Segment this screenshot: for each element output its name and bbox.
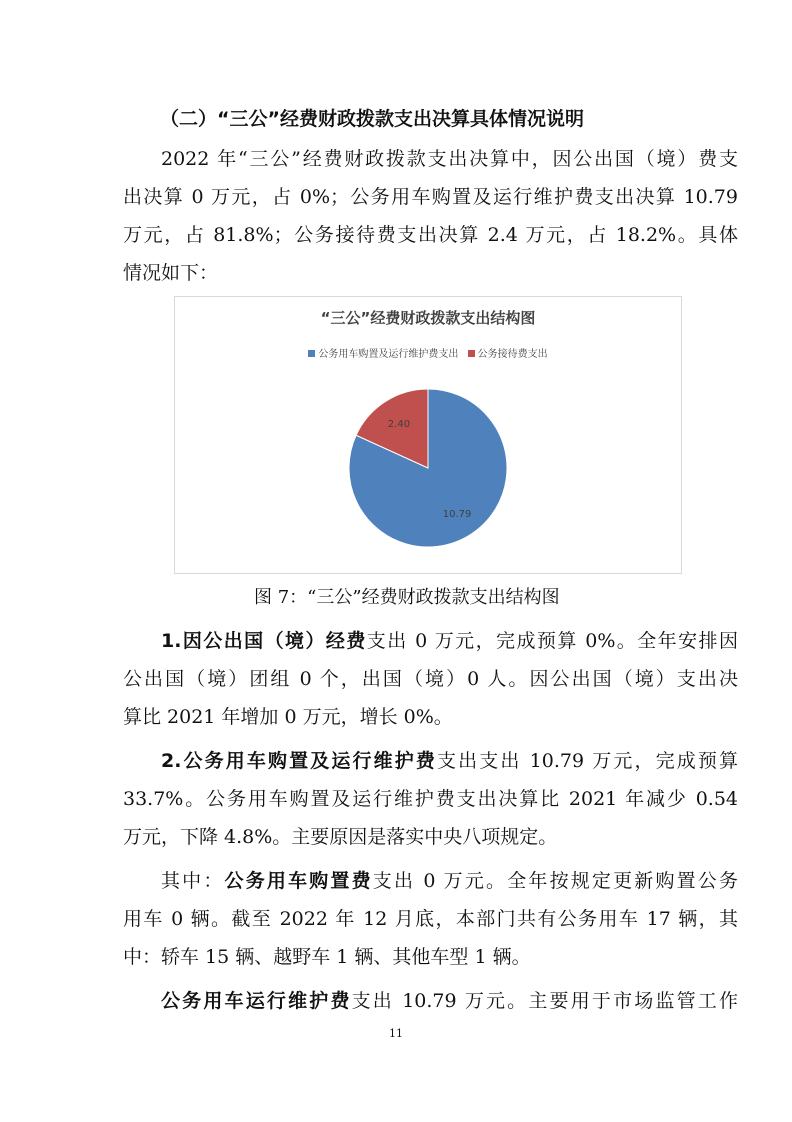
section-3-title: 公务用车购置费 <box>224 870 373 892</box>
section-1-text: 支出 0 万元，完成预算 0%。全年安排因 <box>366 630 738 652</box>
section-3-line: 中：轿车 15 辆、越野车 1 辆、其他车型 1 辆。 <box>123 946 531 968</box>
figure-caption: 图 7：“三公”经费财政拨款支出结构图 <box>254 587 560 608</box>
pie-data-label: 10.79 <box>442 509 472 521</box>
section-4-title: 公务用车运行维护费 <box>161 990 352 1012</box>
section-3-line: 用车 0 辆。截至 2022 年 12 月底，本部门共有公务用车 17 辆，其 <box>123 908 738 930</box>
section-2-paragraph <box>123 742 738 856</box>
pie-svg <box>175 297 681 573</box>
section-1-line: 公出国（境）团组 0 个，出国（境）0 人。因公出国（境）支出决 <box>123 668 738 690</box>
legend-label: 公务用车购置及运行维护费支出 <box>318 349 459 360</box>
section-heading: （二）“三公”经费财政拨款支出决算具体情况说明 <box>160 108 584 130</box>
intro-line: 万元，占 81.8%；公务接待费支出决算 2.4 万元，占 18.2%。具体 <box>123 224 738 246</box>
pie-chart <box>174 296 682 574</box>
section-3-prefix: 其中： <box>161 870 225 892</box>
section-2-text: 支出支出 10.79 万元，完成预算 <box>437 750 738 772</box>
section-1-line: 算比 2021 年增加 0 万元，增长 0%。 <box>123 706 453 728</box>
section-2-title: 2.公务用车购置及运行维护费 <box>161 750 438 772</box>
pie-data-label: 2.40 <box>387 418 411 430</box>
page-number: 11 <box>389 1027 403 1040</box>
section-1-title: 1.因公出国（境）经费 <box>161 630 367 652</box>
section-4-paragraph <box>123 982 738 1020</box>
legend-label: 公务接待费支出 <box>477 349 548 360</box>
section-3-text: 支出 0 万元。全年按规定更新购置公务 <box>372 870 738 892</box>
chart-title: “三公”经费财政拨款支出结构图 <box>320 309 536 327</box>
section-3-paragraph <box>123 862 738 976</box>
section-4-text: 支出 10.79 万元。主要用于市场监管工作 <box>351 990 738 1012</box>
section-2-line: 33.7%。公务用车购置及运行维护费支出决算比 2021 年减少 0.54 <box>123 788 738 810</box>
intro-line: 情况如下： <box>123 262 219 284</box>
intro-line: 出决算 0 万元，占 0%；公务用车购置及运行维护费支出决算 10.79 <box>123 186 738 208</box>
section-2-line: 万元，下降 4.8%。主要原因是落实中央八项规定。 <box>123 826 558 848</box>
intro-line: 2022 年“三公”经费财政拨款支出决算中，因公出国（境）费支 <box>161 148 738 170</box>
section-1-paragraph <box>123 622 738 736</box>
intro-paragraph <box>123 140 738 292</box>
